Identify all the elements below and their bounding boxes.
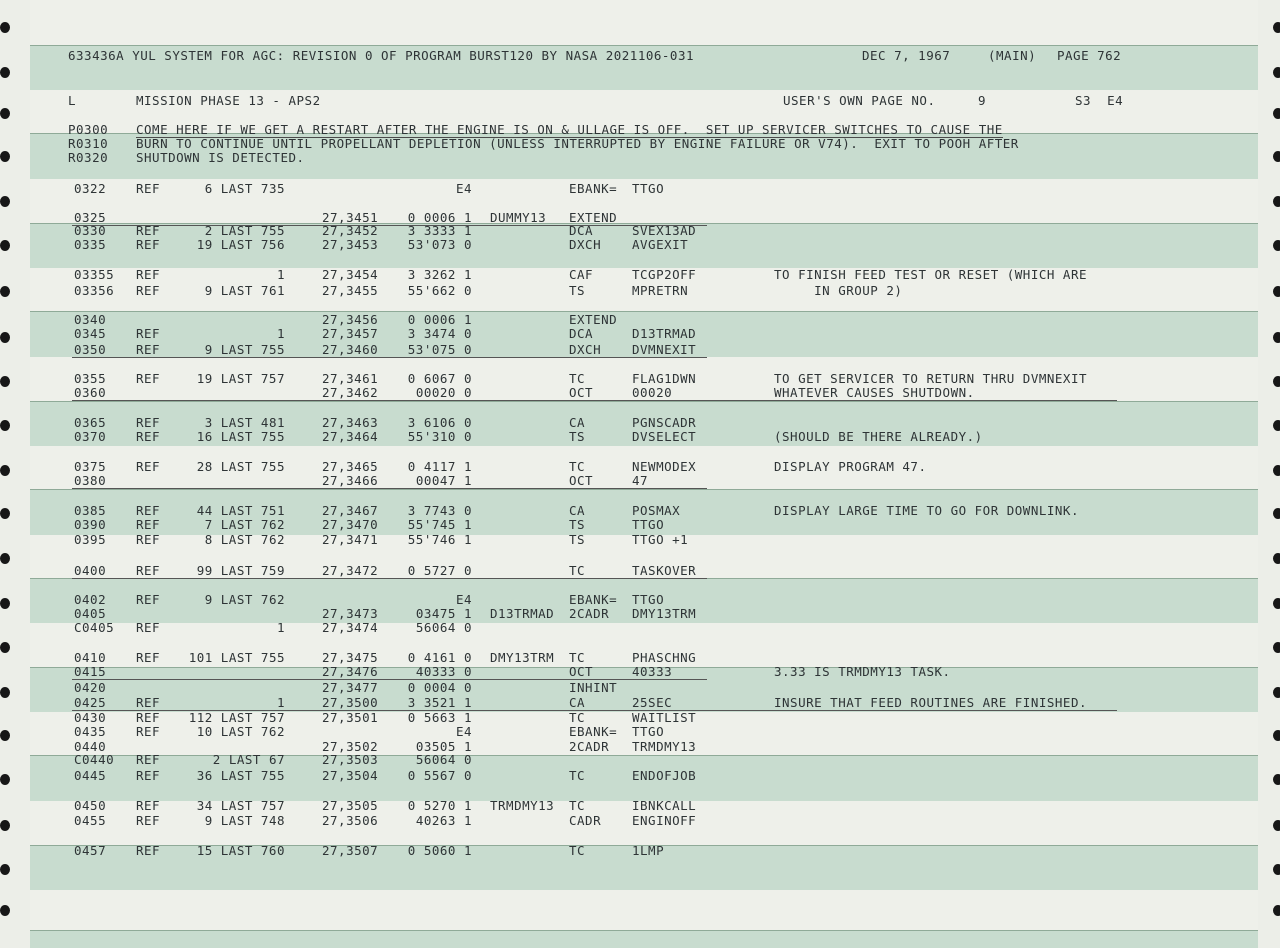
feed-hole	[1273, 598, 1280, 609]
cell-op: TC	[569, 459, 586, 474]
feed-hole	[1273, 332, 1280, 343]
print-underline	[72, 578, 707, 579]
feed-hole	[1273, 642, 1280, 653]
cell-ref: REF	[136, 503, 161, 518]
feed-hole	[0, 22, 10, 33]
cell-code: 53'075 0	[407, 342, 472, 357]
cell-code: 56064 0	[415, 620, 472, 635]
cell-seq: 0385	[74, 503, 107, 518]
feed-hole	[1273, 240, 1280, 251]
cell-addr: 27,3465	[322, 459, 379, 474]
cell-ref: REF	[136, 267, 161, 282]
cell-refinfo: 44 LAST 751	[196, 503, 285, 518]
cell-operand: ENDOFJOB	[632, 768, 697, 783]
cell-addr: 27,3505	[322, 798, 379, 813]
cell-op: CAF	[569, 267, 594, 282]
cell-refinfo: 28 LAST 755	[196, 459, 285, 474]
cell-operand: 1LMP	[632, 843, 665, 858]
cell-ref: REF	[136, 326, 161, 341]
cell-code: 0 5060 1	[407, 843, 472, 858]
comment-seq: R0310	[68, 136, 109, 151]
cell-seq: 0455	[74, 813, 107, 828]
cell-operand: ENGINOFF	[632, 813, 697, 828]
cell-code: 03505 1	[415, 739, 472, 754]
cell-ref: REF	[136, 843, 161, 858]
print-underline	[72, 488, 707, 489]
feed-hole	[0, 332, 10, 343]
cell-op: 2CADR	[569, 739, 610, 754]
cell-seq: 0360	[74, 385, 107, 400]
feed-hole	[1273, 687, 1280, 698]
cell-code: 0 5567 0	[407, 768, 472, 783]
cell-addr: 27,3452	[322, 223, 379, 238]
cell-label: DMY13TRM	[490, 650, 555, 665]
cell-refinfo: 99 LAST 759	[196, 563, 285, 578]
cell-addr: 27,3475	[322, 650, 379, 665]
cell-ref: REF	[136, 223, 161, 238]
cell-comment: TO GET SERVICER TO RETURN THRU DVMNEXIT	[774, 371, 1087, 386]
cell-refinfo: 15 LAST 760	[196, 843, 285, 858]
listing-main: (MAIN)	[988, 48, 1037, 63]
comment-text: SHUTDOWN IS DETECTED.	[136, 150, 305, 165]
cell-code: 40333 0	[415, 664, 472, 679]
users-page-label: USER'S OWN PAGE NO.	[783, 93, 936, 108]
cell-op: TS	[569, 532, 586, 547]
page-corner-code: S3 E4	[1075, 93, 1124, 108]
cell-op: TS	[569, 517, 586, 532]
cell-code: 3 3333 1	[407, 223, 472, 238]
green-band	[30, 930, 1258, 948]
cell-op: CA	[569, 503, 586, 518]
mission-phase: MISSION PHASE 13 - APS2	[136, 93, 321, 108]
cell-addr: 27,3477	[322, 680, 379, 695]
cell-code: 03475 1	[415, 606, 472, 621]
cell-operand: PGNSCADR	[632, 415, 697, 430]
cell-refinfo: 8 LAST 762	[204, 532, 285, 547]
feed-hole	[0, 730, 10, 741]
feed-hole	[0, 465, 10, 476]
cell-seq: 0420	[74, 680, 107, 695]
cell-addr: 27,3467	[322, 503, 379, 518]
cell-seq: 0375	[74, 459, 107, 474]
feed-hole	[0, 196, 10, 207]
cell-op: EBANK=	[569, 724, 618, 739]
cell-op: OCT	[569, 664, 594, 679]
feed-hole	[0, 687, 10, 698]
cell-ref: REF	[136, 710, 161, 725]
cell-code: 0 6067 0	[407, 371, 472, 386]
cell-ref: REF	[136, 415, 161, 430]
cell-code: 0 4161 0	[407, 650, 472, 665]
comment-text: COME HERE IF WE GET A RESTART AFTER THE ENGINE IS ON & ULLAGE IS OFF. SET UP SERVICER SWITCHES TO CAUSE THE	[136, 122, 1003, 137]
cell-operand: TTGO	[632, 724, 665, 739]
cell-operand: TCGP2OFF	[632, 267, 697, 282]
cell-operand: TTGO +1	[632, 532, 689, 547]
cell-refinfo: 6 LAST 735	[204, 181, 285, 196]
cell-comment: INSURE THAT FEED ROUTINES ARE FINISHED.	[774, 695, 1087, 710]
cell-seq: 0410	[74, 650, 107, 665]
cell-seq: 0400	[74, 563, 107, 578]
cell-op: CA	[569, 415, 586, 430]
cell-code: 3 6106 0	[407, 415, 472, 430]
cell-addr: 27,3461	[322, 371, 379, 386]
cell-addr: 27,3462	[322, 385, 379, 400]
cell-ref: REF	[136, 752, 161, 767]
feed-hole	[0, 598, 10, 609]
cell-code: 00047 1	[415, 473, 472, 488]
feed-hole	[0, 240, 10, 251]
cell-code: 0 5663 1	[407, 710, 472, 725]
cell-addr: 27,3460	[322, 342, 379, 357]
cell-seq: 03356	[74, 283, 115, 298]
cell-refinfo: 1	[276, 267, 285, 282]
feed-hole	[1273, 774, 1280, 785]
cell-refinfo: 2 LAST 755	[204, 223, 285, 238]
cell-op: TC	[569, 768, 586, 783]
cell-seq: 0380	[74, 473, 107, 488]
feed-hole	[1273, 420, 1280, 431]
cell-comment: (SHOULD BE THERE ALREADY.)	[774, 429, 983, 444]
cell-operand: DVMNEXIT	[632, 342, 697, 357]
cell-operand: TTGO	[632, 517, 665, 532]
cell-op: TC	[569, 843, 586, 858]
cell-refinfo: 2 LAST 67	[212, 752, 285, 767]
cell-operand: 47	[632, 473, 649, 488]
cell-ref: REF	[136, 283, 161, 298]
cell-code: E4	[455, 592, 472, 607]
cell-addr: 27,3471	[322, 532, 379, 547]
cell-seq: 0405	[74, 606, 107, 621]
cell-operand: PHASCHNG	[632, 650, 697, 665]
feed-hole	[0, 905, 10, 916]
feed-hole	[1273, 508, 1280, 519]
cell-operand: D13TRMAD	[632, 326, 697, 341]
listing-date: DEC 7, 1967	[862, 48, 951, 63]
cell-comment: IN GROUP 2)	[774, 283, 903, 298]
feed-hole	[0, 67, 10, 78]
cell-comment: TO FINISH FEED TEST OR RESET (WHICH ARE	[774, 267, 1087, 282]
cell-code: 40263 1	[415, 813, 472, 828]
cell-op: TC	[569, 371, 586, 386]
cell-refinfo: 1	[276, 695, 285, 710]
cell-ref: REF	[136, 768, 161, 783]
cell-addr: 27,3476	[322, 664, 379, 679]
feed-hole	[0, 820, 10, 831]
cell-op: TS	[569, 429, 586, 444]
cell-label: D13TRMAD	[490, 606, 555, 621]
cell-addr: 27,3473	[322, 606, 379, 621]
cell-ref: REF	[136, 813, 161, 828]
feed-hole	[1273, 376, 1280, 387]
cell-addr: 27,3474	[322, 620, 379, 635]
cell-addr: 27,3504	[322, 768, 379, 783]
cell-op: EBANK=	[569, 181, 618, 196]
feed-hole	[0, 774, 10, 785]
cell-refinfo: 9 LAST 755	[204, 342, 285, 357]
cell-refinfo: 1	[276, 326, 285, 341]
cell-ref: REF	[136, 342, 161, 357]
cell-seq: C0440	[74, 752, 115, 767]
cell-seq: 0440	[74, 739, 107, 754]
cell-code: 55'310 0	[407, 429, 472, 444]
cell-op: EBANK=	[569, 592, 618, 607]
cell-addr: 27,3507	[322, 843, 379, 858]
cell-refinfo: 101 LAST 755	[188, 650, 285, 665]
cell-seq: 0335	[74, 237, 107, 252]
cell-op: DXCH	[569, 237, 602, 252]
cell-addr: 27,3455	[322, 283, 379, 298]
cell-addr: 27,3457	[322, 326, 379, 341]
cell-seq: 0445	[74, 768, 107, 783]
cell-operand: MPRETRN	[632, 283, 689, 298]
cell-operand: FLAG1DWN	[632, 371, 697, 386]
cell-op: DCA	[569, 223, 594, 238]
cell-seq: 0425	[74, 695, 107, 710]
cell-ref: REF	[136, 798, 161, 813]
cell-op: CADR	[569, 813, 602, 828]
cell-addr: 27,3454	[322, 267, 379, 282]
feed-hole	[1273, 22, 1280, 33]
cell-op: OCT	[569, 385, 594, 400]
cell-code: 3 7743 0	[407, 503, 472, 518]
cell-seq: 0330	[74, 223, 107, 238]
cell-ref: REF	[136, 237, 161, 252]
cell-code: 55'746 1	[407, 532, 472, 547]
cell-op: CA	[569, 695, 586, 710]
cell-ref: REF	[136, 371, 161, 386]
cell-seq: 0325	[74, 210, 107, 225]
cell-ref: REF	[136, 650, 161, 665]
cell-refinfo: 9 LAST 748	[204, 813, 285, 828]
feed-hole	[1273, 67, 1280, 78]
print-underline	[72, 400, 1117, 401]
cell-refinfo: 7 LAST 762	[204, 517, 285, 532]
cell-refinfo: 10 LAST 762	[196, 724, 285, 739]
cell-seq: 0435	[74, 724, 107, 739]
cell-addr: 27,3453	[322, 237, 379, 252]
cell-ref: REF	[136, 695, 161, 710]
cell-comment: WHATEVER CAUSES SHUTDOWN.	[774, 385, 975, 400]
cell-code: 56064 0	[415, 752, 472, 767]
cell-refinfo: 1	[276, 620, 285, 635]
cell-seq: 0390	[74, 517, 107, 532]
feed-hole	[1273, 151, 1280, 162]
feed-hole	[1273, 820, 1280, 831]
print-underline	[72, 357, 707, 358]
feed-hole	[1273, 730, 1280, 741]
cell-addr: 27,3500	[322, 695, 379, 710]
listing-title: 633436A YUL SYSTEM FOR AGC: REVISION 0 OF PROGRAM BURST120 BY NASA 2021106-031	[68, 48, 694, 63]
cell-operand: POSMAX	[632, 503, 681, 518]
cell-code: E4	[455, 181, 472, 196]
cell-refinfo: 36 LAST 755	[196, 768, 285, 783]
feed-hole	[0, 286, 10, 297]
feed-hole	[1273, 108, 1280, 119]
cell-operand: NEWMODEX	[632, 459, 697, 474]
cell-seq: 0350	[74, 342, 107, 357]
cell-code: 0 4117 1	[407, 459, 472, 474]
cell-operand: 25SEC	[632, 695, 673, 710]
cell-addr: 27,3472	[322, 563, 379, 578]
cell-operand: DVSELECT	[632, 429, 697, 444]
feed-hole	[0, 642, 10, 653]
cell-operand: TTGO	[632, 592, 665, 607]
cell-refinfo: 34 LAST 757	[196, 798, 285, 813]
cell-code: 3 3521 1	[407, 695, 472, 710]
cell-ref: REF	[136, 517, 161, 532]
cell-refinfo: 9 LAST 762	[204, 592, 285, 607]
cell-op: TC	[569, 650, 586, 665]
cell-seq: 0355	[74, 371, 107, 386]
feed-hole	[0, 864, 10, 875]
feed-hole	[1273, 553, 1280, 564]
cell-code: 55'662 0	[407, 283, 472, 298]
cell-ref: REF	[136, 532, 161, 547]
cell-operand: 00020	[632, 385, 673, 400]
tractor-holes-right	[1264, 0, 1280, 947]
cell-code: 55'745 1	[407, 517, 472, 532]
cell-ref: REF	[136, 563, 161, 578]
cell-seq: 03355	[74, 267, 115, 282]
cell-refinfo: 112 LAST 757	[188, 710, 285, 725]
feed-hole	[0, 508, 10, 519]
cell-op: EXTEND	[569, 210, 618, 225]
log-section-code: L	[68, 93, 77, 108]
cell-seq: 0370	[74, 429, 107, 444]
cell-refinfo: 19 LAST 757	[196, 371, 285, 386]
cell-seq: 0395	[74, 532, 107, 547]
cell-addr: 27,3506	[322, 813, 379, 828]
cell-ref: REF	[136, 620, 161, 635]
cell-seq: 0415	[74, 664, 107, 679]
cell-seq: C0405	[74, 620, 115, 635]
cell-operand: TASKOVER	[632, 563, 697, 578]
comment-seq: R0320	[68, 150, 109, 165]
cell-op: EXTEND	[569, 312, 618, 327]
cell-addr: 27,3503	[322, 752, 379, 767]
feed-hole	[0, 376, 10, 387]
cell-ref: REF	[136, 181, 161, 196]
feed-hole	[1273, 465, 1280, 476]
tractor-holes-left	[0, 0, 16, 947]
feed-hole	[1273, 905, 1280, 916]
cell-op: DXCH	[569, 342, 602, 357]
cell-code: 0 0006 1	[407, 312, 472, 327]
cell-ref: REF	[136, 429, 161, 444]
feed-hole	[0, 420, 10, 431]
cell-code: E4	[455, 724, 472, 739]
cell-code: 0 0004 0	[407, 680, 472, 695]
cell-operand: SVEX13AD	[632, 223, 697, 238]
cell-operand: TRMDMY13	[632, 739, 697, 754]
feed-hole	[1273, 286, 1280, 297]
users-page-number: 9	[978, 93, 987, 108]
cell-operand: DMY13TRM	[632, 606, 697, 621]
cell-addr: 27,3466	[322, 473, 379, 488]
feed-hole	[1273, 864, 1280, 875]
cell-refinfo: 16 LAST 755	[196, 429, 285, 444]
cell-seq: 0450	[74, 798, 107, 813]
cell-seq: 0345	[74, 326, 107, 341]
cell-op: TS	[569, 283, 586, 298]
cell-ref: REF	[136, 724, 161, 739]
cell-code: 3 3474 0	[407, 326, 472, 341]
cell-code: 00020 0	[415, 385, 472, 400]
cell-addr: 27,3463	[322, 415, 379, 430]
cell-comment: 3.33 IS TRMDMY13 TASK.	[774, 664, 951, 679]
comment-text: BURN TO CONTINUE UNTIL PROPELLANT DEPLETION (UNLESS INTERRUPTED BY ENGINE FAILURE OR V74). EXIT TO POOH AFTER	[136, 136, 1019, 151]
cell-addr: 27,3502	[322, 739, 379, 754]
listing-page: PAGE 762	[1057, 48, 1122, 63]
cell-addr: 27,3470	[322, 517, 379, 532]
cell-seq: 0402	[74, 592, 107, 607]
cell-refinfo: 19 LAST 756	[196, 237, 285, 252]
cell-refinfo: 3 LAST 481	[204, 415, 285, 430]
cell-ref: REF	[136, 459, 161, 474]
cell-addr: 27,3451	[322, 210, 379, 225]
cell-addr: 27,3456	[322, 312, 379, 327]
cell-operand: IBNKCALL	[632, 798, 697, 813]
cell-addr: 27,3464	[322, 429, 379, 444]
cell-seq: 0322	[74, 181, 107, 196]
cell-operand: TTGO	[632, 181, 665, 196]
cell-code: 0 0006 1	[407, 210, 472, 225]
cell-comment: DISPLAY PROGRAM 47.	[774, 459, 927, 474]
cell-seq: 0365	[74, 415, 107, 430]
cell-addr: 27,3501	[322, 710, 379, 725]
cell-ref: REF	[136, 592, 161, 607]
cell-code: 53'073 0	[407, 237, 472, 252]
cell-seq: 0430	[74, 710, 107, 725]
cell-op: OCT	[569, 473, 594, 488]
cell-op: 2CADR	[569, 606, 610, 621]
cell-operand: 40333	[632, 664, 673, 679]
cell-code: 0 5727 0	[407, 563, 472, 578]
feed-hole	[0, 553, 10, 564]
cell-comment: DISPLAY LARGE TIME TO GO FOR DOWNLINK.	[774, 503, 1079, 518]
cell-code: 0 5270 1	[407, 798, 472, 813]
cell-refinfo: 9 LAST 761	[204, 283, 285, 298]
cell-label: TRMDMY13	[490, 798, 555, 813]
cell-op: INHINT	[569, 680, 618, 695]
cell-op: DCA	[569, 326, 594, 341]
cell-operand: WAITLIST	[632, 710, 697, 725]
cell-seq: 0340	[74, 312, 107, 327]
cell-operand: AVGEXIT	[632, 237, 689, 252]
feed-hole	[0, 108, 10, 119]
cell-code: 3 3262 1	[407, 267, 472, 282]
feed-hole	[0, 151, 10, 162]
cell-op: TC	[569, 563, 586, 578]
cell-op: TC	[569, 798, 586, 813]
cell-seq: 0457	[74, 843, 107, 858]
comment-seq: P0300	[68, 122, 109, 137]
feed-hole	[1273, 196, 1280, 207]
cell-label: DUMMY13	[490, 210, 547, 225]
cell-op: TC	[569, 710, 586, 725]
